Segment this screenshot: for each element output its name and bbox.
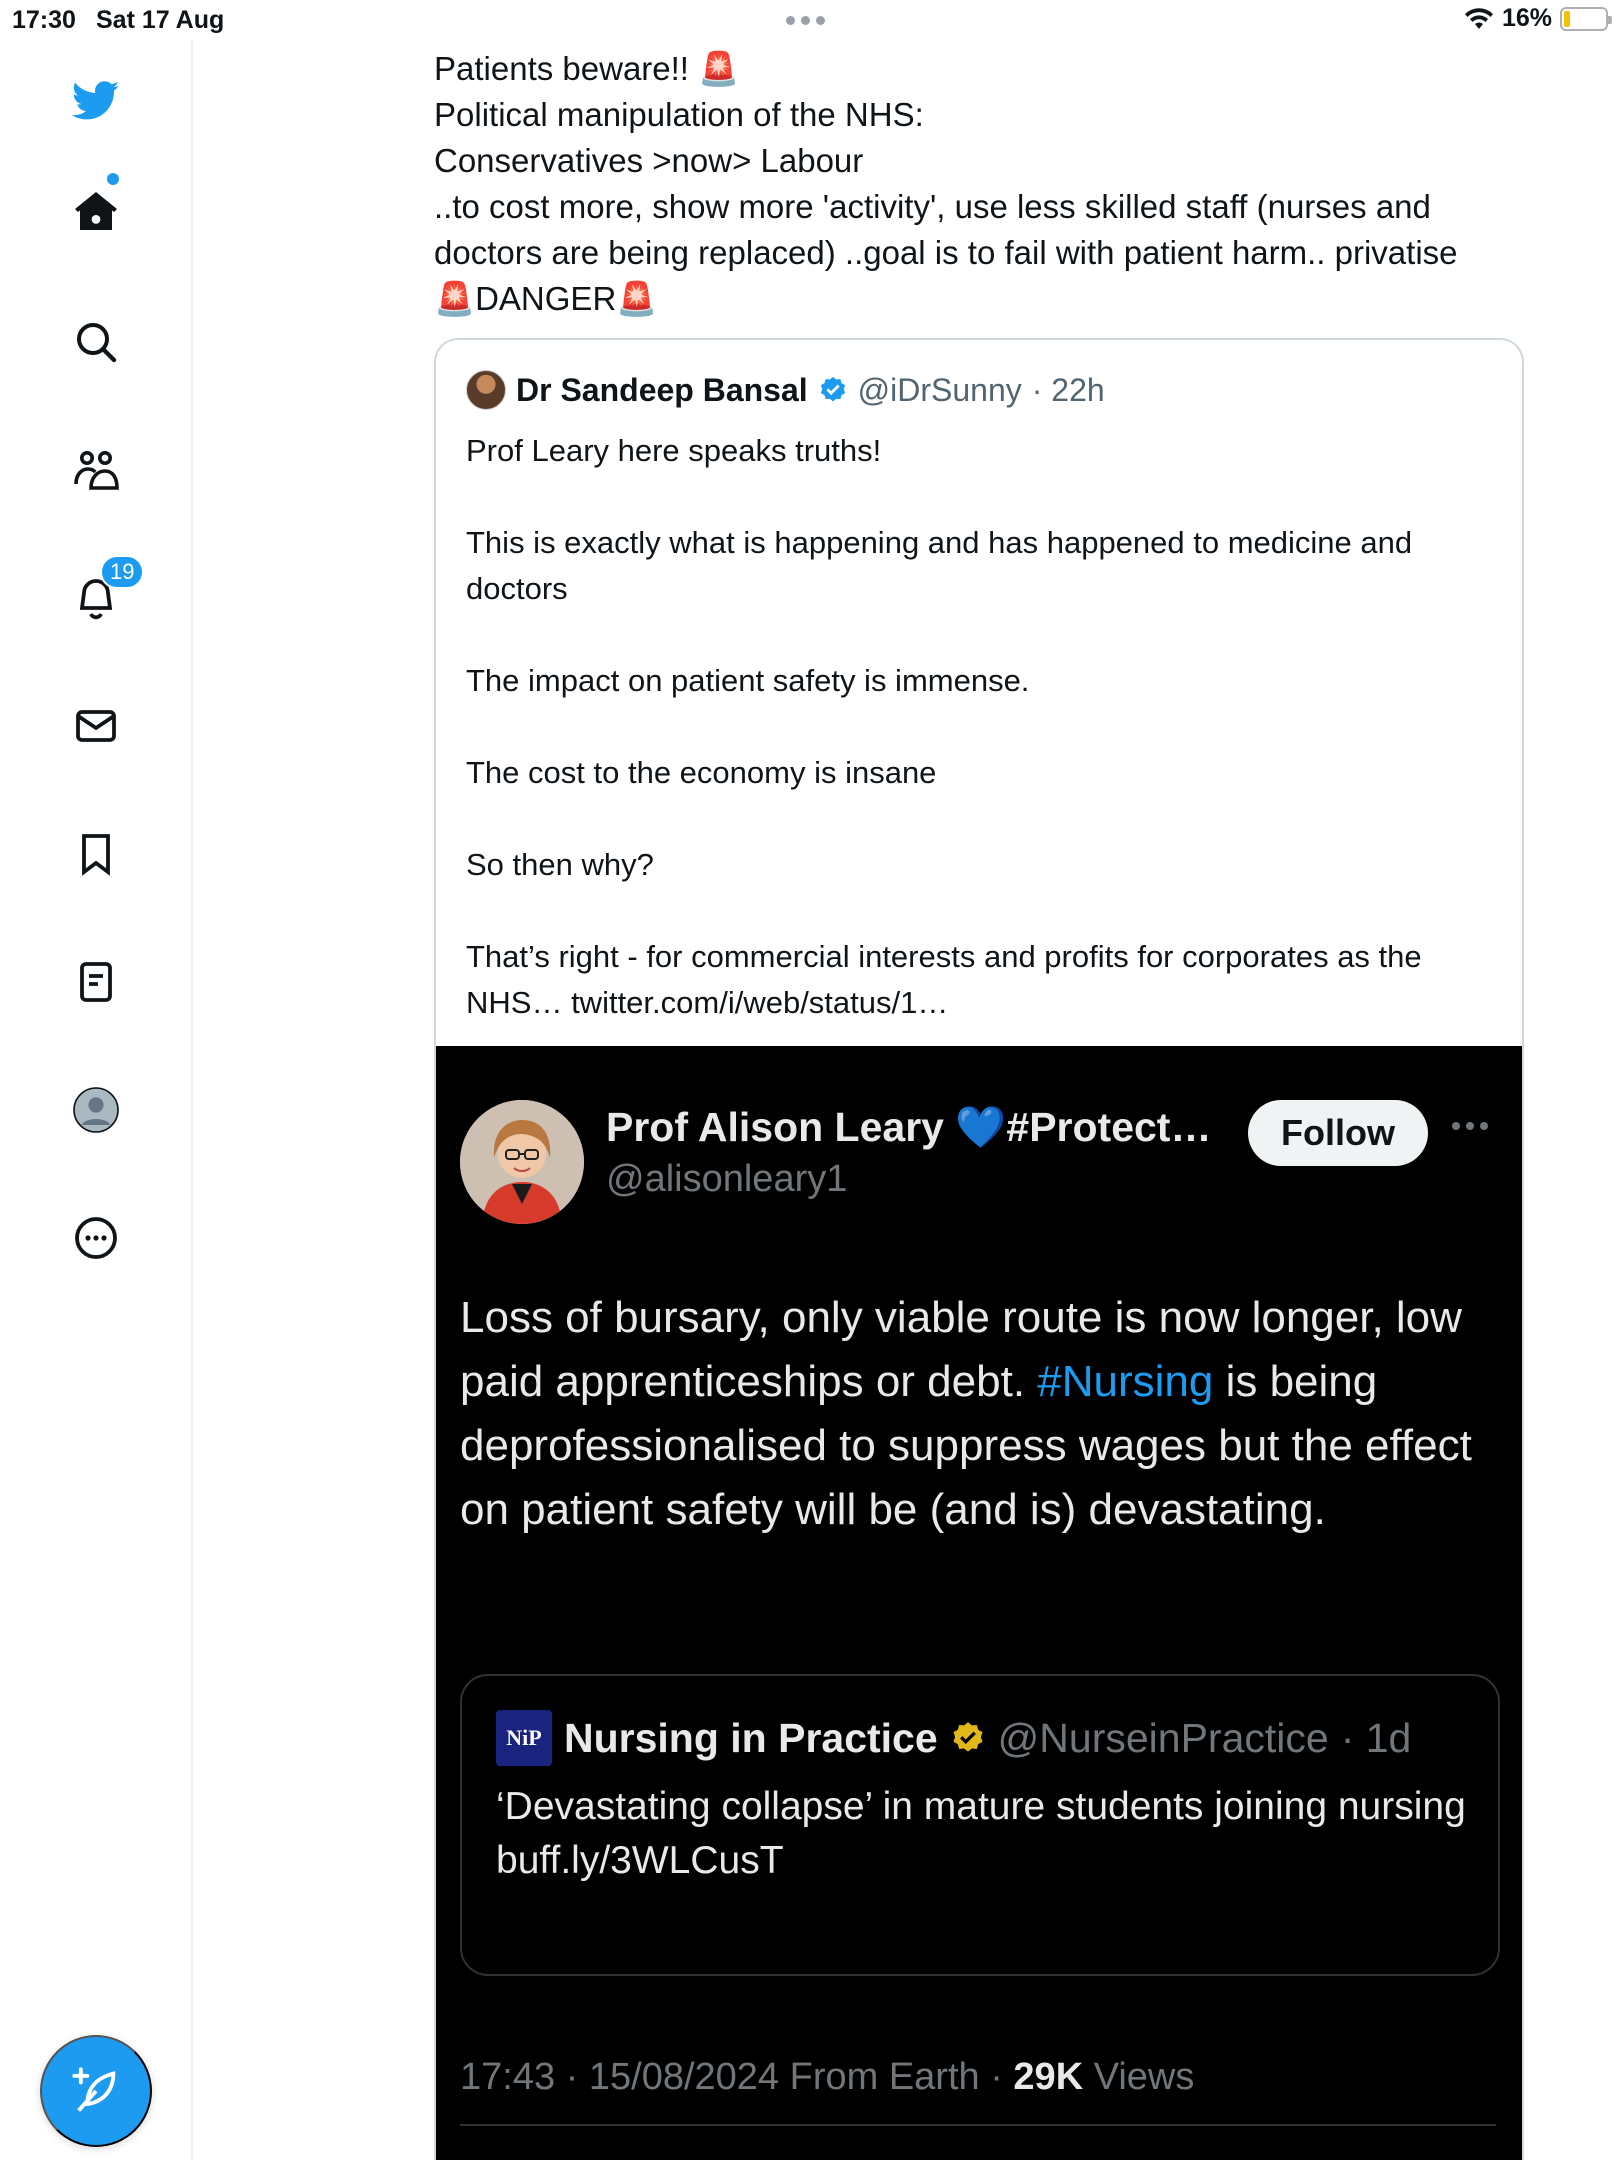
compose-button[interactable] bbox=[40, 2035, 152, 2147]
quote-author-handle[interactable]: @iDrSunny bbox=[857, 371, 1022, 408]
views-count: 29K bbox=[1013, 2056, 1084, 2098]
sidebar bbox=[0, 40, 193, 2160]
search-icon[interactable] bbox=[66, 312, 126, 372]
inner-time: · 1d bbox=[1340, 1714, 1412, 1761]
hashtag-link: #Nursing bbox=[1037, 1357, 1214, 1406]
more-options-icon bbox=[1452, 1122, 1488, 1130]
avatar[interactable] bbox=[466, 370, 506, 410]
home-unread-dot bbox=[107, 173, 119, 185]
inner-author-handle: @NurseinPractice bbox=[997, 1714, 1329, 1761]
quote-tweet-card[interactable] bbox=[434, 338, 1524, 2160]
status-right bbox=[1464, 4, 1608, 33]
embedded-screenshot[interactable] bbox=[436, 1046, 1524, 2160]
multitasking-dots-icon[interactable] bbox=[786, 16, 825, 25]
battery-percent: 16% bbox=[1501, 4, 1552, 32]
divider bbox=[460, 2124, 1496, 2126]
compose-feather-icon bbox=[70, 2065, 122, 2117]
lists-icon[interactable] bbox=[66, 952, 126, 1012]
battery-icon bbox=[1560, 7, 1608, 31]
embedded-tweet-text bbox=[460, 1286, 1490, 1542]
more-icon[interactable] bbox=[66, 1208, 126, 1268]
notification-badge: 19 bbox=[100, 555, 144, 589]
embedded-timestamp: 17:43 · 15/08/2024 From Earth · bbox=[460, 2056, 1014, 2098]
inner-author-name: Nursing in Practice bbox=[564, 1714, 938, 1761]
views-label: Views bbox=[1083, 2056, 1195, 2098]
embedded-author-name: Prof Alison Leary 💙#Protect… bbox=[606, 1104, 1212, 1150]
profile-icon[interactable] bbox=[66, 1080, 126, 1140]
status-time: 17:30 bbox=[12, 6, 76, 34]
embedded-author-handle: @alisonleary1 bbox=[606, 1158, 848, 1200]
status-date: Sat 17 Aug bbox=[96, 6, 225, 34]
quote-author-name[interactable]: Dr Sandeep Bansal bbox=[516, 371, 808, 408]
tweet-text: Patients beware!! 🚨 Political manipulation of the NHS: Conservatives >now> Labour ..to cost more, show more 'activity', use less skilled staff (nurses and doctors are being replaced) ..goal is to fail with patient harm.. privatise 🚨DANGER🚨 bbox=[434, 50, 1458, 317]
embedded-inner-quote bbox=[460, 1674, 1500, 1976]
quote-text: Prof Leary here speaks truths! This is exactly what is happening and has happened to medicine and doctors The impact on patient safety is immense. The cost to the economy is insane So then why? That’s right - for commercial interests and profits for corporates as the NHS… twitter.com/i/web/status/1… bbox=[466, 433, 1422, 1020]
home-icon[interactable] bbox=[66, 182, 126, 242]
communities-icon[interactable] bbox=[66, 440, 126, 500]
status-bar bbox=[0, 0, 1620, 40]
quote-header bbox=[466, 370, 1105, 410]
quote-time: · 22h bbox=[1031, 371, 1105, 408]
messages-icon[interactable] bbox=[66, 696, 126, 756]
twitter-logo-icon[interactable] bbox=[66, 70, 126, 130]
nursing-in-practice-logo: NiP bbox=[496, 1710, 552, 1766]
follow-button: Follow bbox=[1248, 1100, 1428, 1166]
verified-gold-badge-icon bbox=[950, 1720, 986, 1756]
avatar bbox=[460, 1100, 584, 1224]
embedded-meta bbox=[460, 2056, 1194, 2099]
embedded-text-after: is being deprofessionalised to suppress wages but the effect on patient safety will be (and is) devastating. bbox=[460, 1357, 1472, 1534]
bookmarks-icon[interactable] bbox=[66, 824, 126, 884]
wifi-icon bbox=[1464, 7, 1494, 31]
inner-quote-text: ‘Devastating collapse’ in mature students joining nursing buff.ly/3WLCusT bbox=[496, 1785, 1466, 1882]
inner-quote-header bbox=[496, 1710, 1411, 1766]
embedded-text-before: Loss of bursary, only viable route is now longer, low paid apprenticeships or debt. bbox=[460, 1293, 1462, 1406]
verified-badge-icon bbox=[818, 375, 848, 405]
